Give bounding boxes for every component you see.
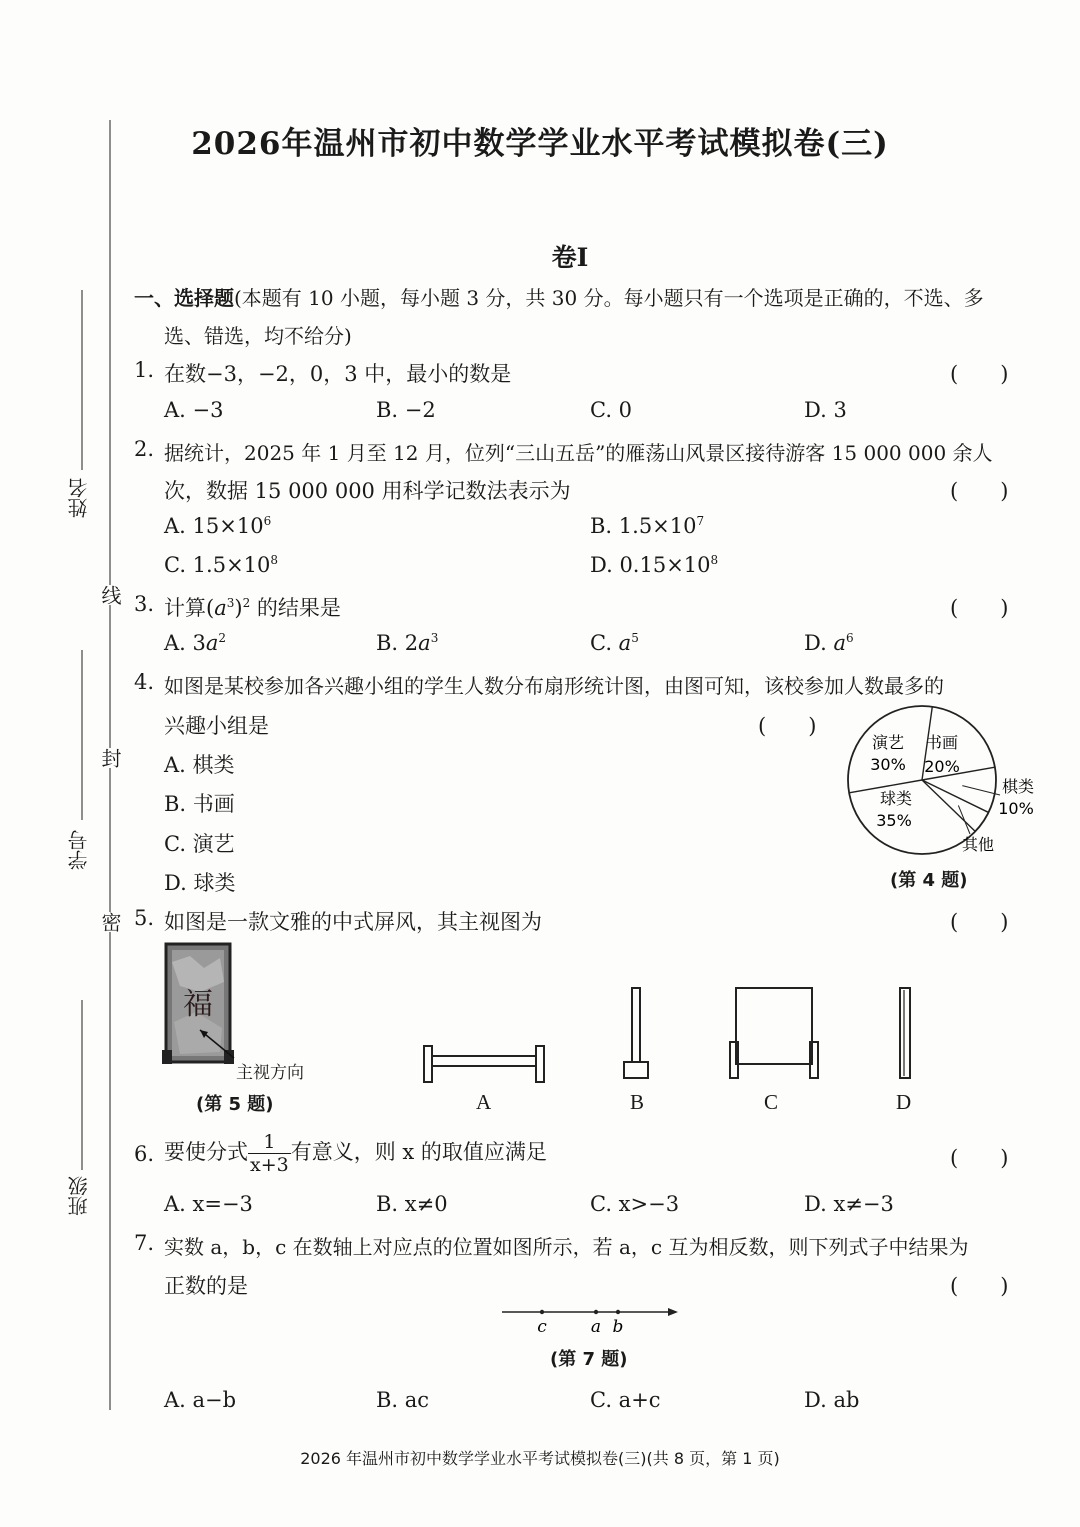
q4-stem-line2: 兴趣小组是 <box>164 714 269 738</box>
q3-option-b[interactable]: B. $2a^3$ <box>376 631 439 655</box>
part1-heading-line2: 选、错选，均不给分) <box>164 324 352 348</box>
q5-stem: 如图是一款文雅的中式屏风，其主视图为 <box>164 910 542 934</box>
q7-caption: (第 7 题) <box>550 1349 628 1370</box>
q3-number: 3. <box>134 592 155 616</box>
q5-option-c-label[interactable]: C <box>764 1090 779 1114</box>
q7-option-d[interactable]: D. ab <box>804 1388 860 1412</box>
q4-option-d[interactable]: D. 球类 <box>164 871 236 895</box>
pie-leader-其他 <box>958 805 970 834</box>
q5-caption: (第 5 题) <box>196 1094 274 1115</box>
q7-stem-line2: 正数的是 <box>164 1274 248 1298</box>
seal-line-char: 线 <box>96 585 125 605</box>
q7-point-a: a <box>590 1317 602 1337</box>
pie-label-书画: 书画 <box>925 733 959 752</box>
q6-answer-blank[interactable]: ( ) <box>950 1146 1009 1170</box>
name-label: 姓名 <box>67 478 91 518</box>
q7-point-c: c <box>537 1317 547 1337</box>
q5-option-d-label[interactable]: D <box>896 1090 912 1114</box>
q3-option-c[interactable]: C. $a^5$ <box>590 631 639 655</box>
student-id-label: 学号 <box>67 830 91 870</box>
q7-option-a[interactable]: A. a−b <box>164 1388 237 1412</box>
q6-stem: 要使分式 $\frac{1}{x+3}$ 有意义，则 x 的取值应满足 <box>164 1131 547 1176</box>
q2-option-a[interactable]: A. $15\times 10^6$ <box>164 514 272 538</box>
class-label: 班级 <box>67 1176 91 1216</box>
q2-stem-line2: 次，数据 15 000 000 用科学记数法表示为 <box>164 479 571 503</box>
q4-number: 4. <box>134 670 155 694</box>
q1-option-d[interactable]: D. 3 <box>804 398 847 422</box>
q1-option-b[interactable]: B. −2 <box>376 398 436 422</box>
q6-option-c[interactable]: C. x>−3 <box>590 1192 680 1216</box>
q7-answer-blank[interactable]: ( ) <box>950 1274 1009 1298</box>
pie-label-球类: 球类 <box>879 789 913 808</box>
pie-label-棋类: 棋类 <box>1001 777 1035 796</box>
q7-number: 7. <box>134 1231 155 1255</box>
q3-option-a[interactable]: A. $3a^2$ <box>164 631 227 655</box>
q7-option-c[interactable]: C. a+c <box>590 1388 661 1412</box>
q5-option-a-label[interactable]: A <box>476 1090 492 1114</box>
q2-option-c[interactable]: C. $1.5\times 10^8$ <box>164 553 279 577</box>
q5-screen-photo <box>160 942 260 1072</box>
q5-option-b-figure[interactable] <box>620 984 654 1084</box>
q7-number-line <box>500 1300 690 1340</box>
sidebar-rules <box>70 290 90 1250</box>
seal-mi-char: 密 <box>96 912 125 932</box>
pie-percent-书画: 20% <box>924 757 960 776</box>
q1-number: 1. <box>134 358 155 382</box>
section-header: 卷Ⅰ <box>551 243 589 272</box>
q2-option-d[interactable]: D. $0.15\times 10^8$ <box>590 553 719 577</box>
q1-option-c[interactable]: C. 0 <box>590 398 633 422</box>
q5-option-d-figure[interactable] <box>894 984 918 1084</box>
q5-direction-label: 主视方向 <box>236 1063 304 1083</box>
q4-stem-line1: 如图是某校参加各兴趣小组的学生人数分布扇形统计图，由图可知，该校参加人数最多的 <box>164 674 944 698</box>
pie-label-其他: 其他 <box>961 835 995 854</box>
q3-option-d[interactable]: D. $a^6$ <box>804 631 854 655</box>
q4-pie-chart <box>830 700 1040 865</box>
pie-percent-球类: 35% <box>876 811 912 830</box>
q4-option-a[interactable]: A. 棋类 <box>164 753 235 777</box>
q5-option-b-label[interactable]: B <box>630 1090 645 1114</box>
q4-option-b[interactable]: B. 书画 <box>164 792 235 816</box>
q1-option-a[interactable]: A. −3 <box>164 398 224 422</box>
q2-option-b[interactable]: B. $1.5\times 10^7$ <box>590 514 705 538</box>
pie-label-演艺: 演艺 <box>871 733 905 752</box>
q6-fraction: $\frac{1}{x+3}$ <box>250 1131 289 1176</box>
q5-option-a-figure[interactable] <box>420 1042 550 1086</box>
pie-leader-棋类 <box>962 786 1000 795</box>
q3-answer-blank[interactable]: ( ) <box>950 596 1009 620</box>
q5-answer-blank[interactable]: ( ) <box>950 910 1009 934</box>
q5-number: 5. <box>134 906 155 930</box>
q6-option-a[interactable]: A. x=−3 <box>164 1192 253 1216</box>
pie-slice-球类 <box>922 780 975 831</box>
q1-answer-blank[interactable]: ( ) <box>950 362 1009 386</box>
q4-answer-blank[interactable]: ( ) <box>758 714 817 738</box>
page-title: 2026年温州市初中数学学业水平考试模拟卷(三) <box>191 126 889 162</box>
q5-option-c-figure[interactable] <box>726 984 822 1084</box>
q4-caption: (第 4 题) <box>890 870 968 891</box>
q7-stem-line1: 实数 a，b，c 在数轴上对应点的位置如图所示，若 a，c 互为相反数，则下列式子中结果为 <box>164 1235 969 1259</box>
pie-percent-棋类: 10% <box>998 799 1034 818</box>
q2-number: 2. <box>134 437 155 461</box>
pie-slice-其他 <box>922 780 989 812</box>
q6-option-d[interactable]: D. x≠−3 <box>804 1192 894 1216</box>
page-footer: 2026 年温州市初中数学学业水平考试模拟卷(三)(共 8 页，第 1 页) <box>300 1449 780 1468</box>
q2-answer-blank[interactable]: ( ) <box>950 479 1009 503</box>
q6-option-b[interactable]: B. x≠0 <box>376 1192 448 1216</box>
part1-heading-line1: 一、选择题(本题有 10 小题，每小题 3 分，共 30 分。每小题只有一个选项是正确的，不选、多 <box>134 286 984 310</box>
q2-stem-line1: 据统计，2025 年 1 月至 12 月，位列“三山五岳”的雁荡山风景区接待游客 15 000 000 余人 <box>164 441 993 465</box>
q7-point-b: b <box>612 1317 624 1337</box>
q7-option-b[interactable]: B. ac <box>376 1388 430 1412</box>
pie-percent-演艺: 30% <box>870 755 906 774</box>
q4-option-c[interactable]: C. 演艺 <box>164 832 235 856</box>
seal-feng-char: 封 <box>96 748 125 768</box>
q1-stem: 在数−3，−2，0，3 中，最小的数是 <box>164 362 512 386</box>
q6-number: 6. <box>134 1142 155 1166</box>
screen-fu-char: 福 <box>183 987 213 1022</box>
q3-stem: 计算$(a^3)^2$ 的结果是 <box>164 596 341 620</box>
